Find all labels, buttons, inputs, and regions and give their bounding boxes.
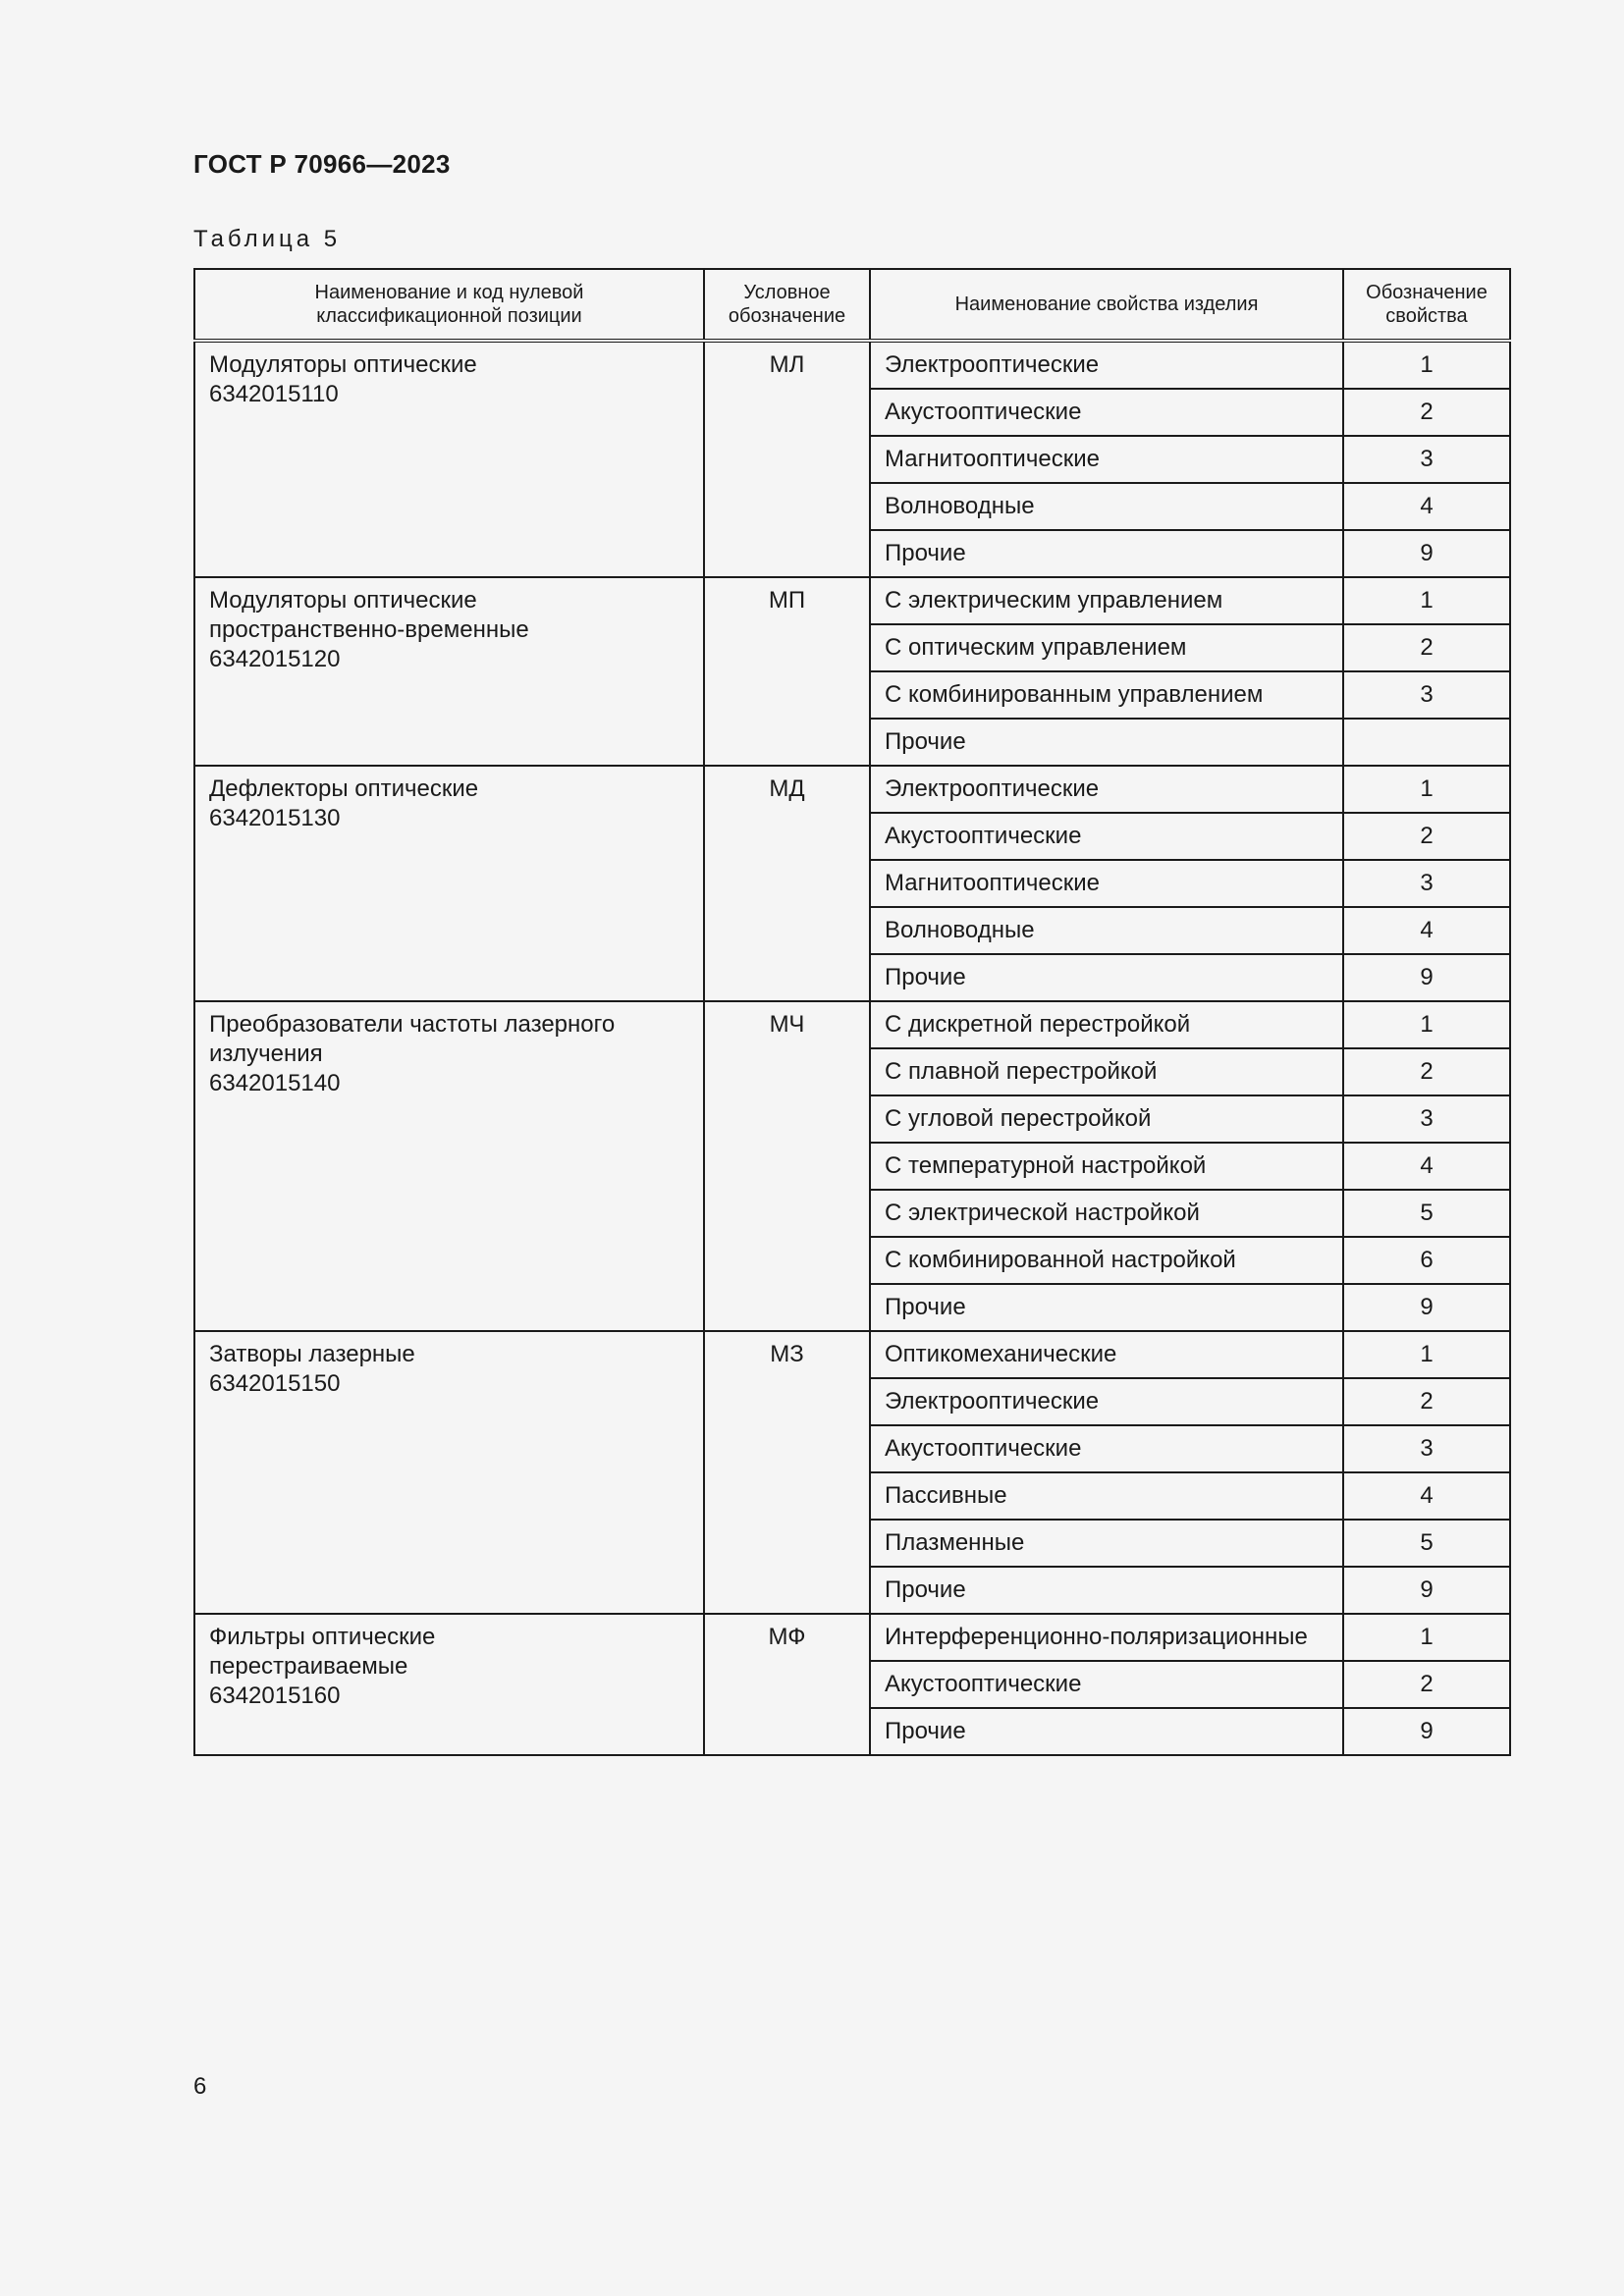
header-line: Наименование и код нулевой <box>314 282 584 303</box>
property-code-cell: 1 <box>1343 341 1510 389</box>
property-name-cell: Акустооптические <box>870 389 1343 436</box>
group-name-line: Модуляторы оптические <box>209 351 477 378</box>
group-name-line: Затворы лазерные <box>209 1341 415 1367</box>
header-line: классификационной позиции <box>316 305 582 327</box>
property-name-cell: Прочие <box>870 1567 1343 1614</box>
property-code-cell: 2 <box>1343 1048 1510 1095</box>
property-name-cell: С дискретной перестройкой <box>870 1001 1343 1048</box>
group-designation-cell: МЧ <box>704 1001 870 1331</box>
property-name-cell: С угловой перестройкой <box>870 1095 1343 1143</box>
group-name-line: 6342015120 <box>209 646 341 672</box>
property-name-cell: Прочие <box>870 719 1343 766</box>
group-name-line: Дефлекторы оптические <box>209 775 479 802</box>
table-row <box>194 577 1510 624</box>
property-code-cell: 4 <box>1343 1472 1510 1520</box>
property-code-cell: 6 <box>1343 1237 1510 1284</box>
header-line: обозначение <box>728 305 846 327</box>
group-name-cell <box>194 1331 704 1614</box>
group-name-line: 6342015150 <box>209 1370 341 1397</box>
group-name-cell <box>194 577 704 766</box>
table-row <box>194 1614 1510 1661</box>
group-name-line: 6342015140 <box>209 1070 341 1096</box>
property-code-cell: 1 <box>1343 766 1510 813</box>
property-code-cell: 2 <box>1343 1661 1510 1708</box>
property-name-cell: Прочие <box>870 1708 1343 1755</box>
property-name-cell: С комбинированным управлением <box>870 671 1343 719</box>
header-line: Обозначение <box>1366 282 1488 303</box>
property-name-cell: С электрической настройкой <box>870 1190 1343 1237</box>
header-line: свойства <box>1385 305 1468 327</box>
property-name-cell: Прочие <box>870 954 1343 1001</box>
property-code-cell: 3 <box>1343 1095 1510 1143</box>
table-row <box>194 1331 1510 1378</box>
group-name-line: Фильтры оптические <box>209 1624 436 1650</box>
table-row <box>194 1001 1510 1048</box>
property-name-cell: Электрооптические <box>870 766 1343 813</box>
property-name-cell: Электрооптические <box>870 341 1343 389</box>
header-line: Наименование свойства изделия <box>954 294 1259 315</box>
property-name-cell: Акустооптические <box>870 1425 1343 1472</box>
header-line: Условное <box>743 282 831 303</box>
group-name-cell <box>194 766 704 1001</box>
group-designation-cell: МП <box>704 577 870 766</box>
property-name-cell: С комбинированной настройкой <box>870 1237 1343 1284</box>
group-designation-cell: МД <box>704 766 870 1001</box>
property-code-cell: 1 <box>1343 1001 1510 1048</box>
group-name-line: Преобразователи частоты лазерного <box>209 1011 616 1038</box>
property-code-cell: 1 <box>1343 1614 1510 1661</box>
group-name-line: пространственно-временные <box>209 616 529 643</box>
property-name-cell: Электрооптические <box>870 1378 1343 1425</box>
property-code-cell: 9 <box>1343 530 1510 577</box>
property-code-cell: 1 <box>1343 577 1510 624</box>
property-code-cell: 5 <box>1343 1520 1510 1567</box>
table-header <box>194 269 1510 341</box>
property-name-cell: Оптикомеханические <box>870 1331 1343 1378</box>
property-code-cell <box>1343 719 1510 766</box>
property-code-cell: 9 <box>1343 1708 1510 1755</box>
property-code-cell: 4 <box>1343 483 1510 530</box>
group-name-line: 6342015160 <box>209 1682 341 1709</box>
property-name-cell: Интерференционно-поляризационные <box>870 1614 1343 1661</box>
column-header-property-name <box>870 269 1343 341</box>
column-header-property-code <box>1343 269 1510 341</box>
column-header-designation <box>704 269 870 341</box>
property-code-cell: 9 <box>1343 1284 1510 1331</box>
document-code: ГОСТ Р 70966—2023 <box>193 149 451 179</box>
group-name-cell <box>194 341 704 577</box>
property-name-cell: Прочие <box>870 1284 1343 1331</box>
property-code-cell: 2 <box>1343 813 1510 860</box>
group-name-line: излучения <box>209 1041 323 1067</box>
property-name-cell: Прочие <box>870 530 1343 577</box>
property-name-cell: Акустооптические <box>870 813 1343 860</box>
property-name-cell: С оптическим управлением <box>870 624 1343 671</box>
group-designation-cell: МФ <box>704 1614 870 1755</box>
property-code-cell: 2 <box>1343 624 1510 671</box>
group-name-line: 6342015110 <box>209 381 339 407</box>
property-code-cell: 9 <box>1343 954 1510 1001</box>
table-caption: Таблица 5 <box>193 226 342 252</box>
property-name-cell: С электрическим управлением <box>870 577 1343 624</box>
property-code-cell: 4 <box>1343 1143 1510 1190</box>
group-designation-cell: МЗ <box>704 1331 870 1614</box>
property-name-cell: Магнитооптические <box>870 436 1343 483</box>
property-code-cell: 3 <box>1343 860 1510 907</box>
property-code-cell: 5 <box>1343 1190 1510 1237</box>
group-name-cell <box>194 1614 704 1755</box>
property-name-cell: Акустооптические <box>870 1661 1343 1708</box>
property-code-cell: 9 <box>1343 1567 1510 1614</box>
group-name-cell <box>194 1001 704 1331</box>
group-name-line: перестраиваемые <box>209 1653 408 1680</box>
group-name-line: 6342015130 <box>209 805 341 831</box>
property-name-cell: С температурной настройкой <box>870 1143 1343 1190</box>
group-designation-cell: МЛ <box>704 341 870 577</box>
property-code-cell: 3 <box>1343 1425 1510 1472</box>
group-name-line: Модуляторы оптические <box>209 587 477 614</box>
property-name-cell: Волноводные <box>870 907 1343 954</box>
column-header-name-code <box>194 269 704 341</box>
property-code-cell: 1 <box>1343 1331 1510 1378</box>
property-code-cell: 3 <box>1343 436 1510 483</box>
property-code-cell: 3 <box>1343 671 1510 719</box>
table-row <box>194 341 1510 389</box>
property-code-cell: 2 <box>1343 389 1510 436</box>
classification-table <box>193 268 1511 1756</box>
property-name-cell: Пассивные <box>870 1472 1343 1520</box>
header-row <box>194 269 1510 341</box>
page-number: 6 <box>193 2073 207 2100</box>
table-body <box>194 341 1510 1755</box>
property-name-cell: С плавной перестройкой <box>870 1048 1343 1095</box>
table-row <box>194 766 1510 813</box>
property-name-cell: Волноводные <box>870 483 1343 530</box>
property-name-cell: Плазменные <box>870 1520 1343 1567</box>
property-code-cell: 2 <box>1343 1378 1510 1425</box>
property-code-cell: 4 <box>1343 907 1510 954</box>
property-name-cell: Магнитооптические <box>870 860 1343 907</box>
